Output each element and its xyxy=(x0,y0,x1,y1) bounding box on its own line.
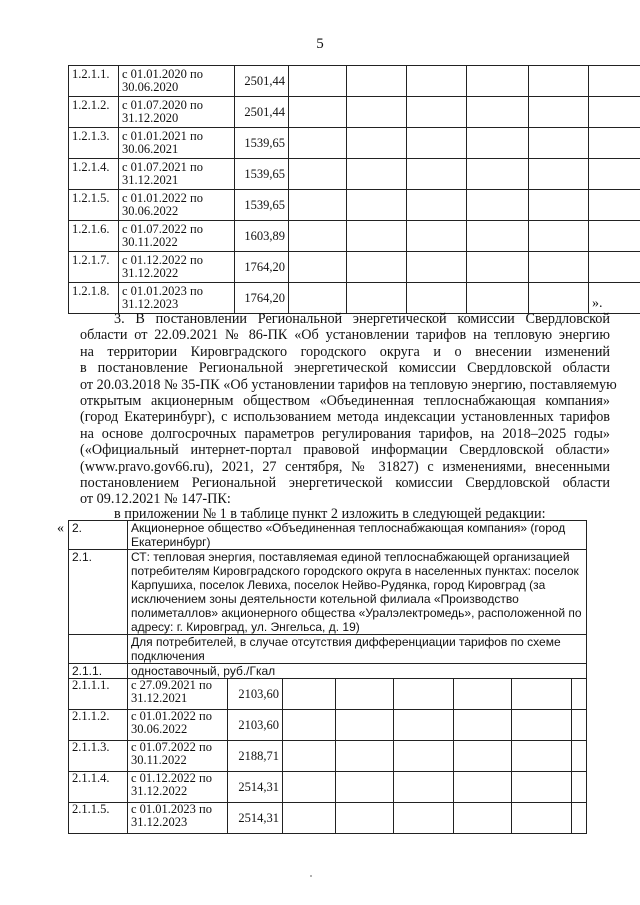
row-period: с 01.07.2022 по 30.11.2022 xyxy=(119,221,235,252)
row-period: с 01.01.2022 по 30.06.2022 xyxy=(119,190,235,221)
paragraph-line: на территории Кировградского городского округа и о внесении изменений xyxy=(80,343,610,360)
empty-cell xyxy=(347,252,407,283)
row-value: 1539,65 xyxy=(235,159,289,190)
empty-cell xyxy=(289,283,347,314)
empty-cell xyxy=(467,159,529,190)
table-row xyxy=(69,283,640,314)
row-period: с 01.01.2023 по 31.12.2023 xyxy=(119,283,235,314)
table-row xyxy=(69,741,587,772)
empty-cell xyxy=(529,128,589,159)
empty-cell xyxy=(572,772,587,803)
empty-cell xyxy=(589,221,640,252)
empty-cell xyxy=(467,221,529,252)
table-row xyxy=(69,221,640,252)
empty-cell xyxy=(572,803,587,834)
empty-cell xyxy=(336,803,394,834)
empty-cell xyxy=(529,252,589,283)
paragraph-line: в постановление Региональной энергетической комиссии Свердловской области xyxy=(80,360,610,377)
table-row xyxy=(69,803,587,834)
empty-cell xyxy=(394,710,454,741)
table-row xyxy=(69,679,587,710)
empty-cell xyxy=(467,252,529,283)
empty-cell xyxy=(394,679,454,710)
row-value: 1539,65 xyxy=(235,128,289,159)
empty-cell xyxy=(336,741,394,772)
empty-cell xyxy=(589,252,640,283)
row-value: 2514,31 xyxy=(228,772,283,803)
empty-cell xyxy=(336,679,394,710)
row-number: 1.2.1.6. xyxy=(69,221,119,252)
tariff-table-continued xyxy=(68,65,640,314)
st-description: СТ: тепловая энергия, поставляемая единой теплоснабжающей организацией потребителям Кировградского городского округа в населенных пунктах: поселок Карпушиха, поселок Левиха, поселок Нейво-Рудянка, город Кировград (за исключением зоны деятельности котельной филиала «Производство полиметаллов» акционерного общества «Уралэлектромедь», расположенной по адресу: г. Кировград, ул. Энгельса, д. 19) xyxy=(128,550,587,635)
empty-cell xyxy=(407,221,467,252)
empty-cell xyxy=(347,66,407,97)
table-row xyxy=(69,772,587,803)
row-value: 2188,71 xyxy=(228,741,283,772)
paragraph-line: (город Екатеринбург), с использованием метода индексации установленных тарифов xyxy=(80,409,610,426)
empty-cell xyxy=(347,159,407,190)
empty-cell xyxy=(347,97,407,128)
empty-cell xyxy=(589,97,640,128)
empty-cell xyxy=(529,283,589,314)
empty-cell xyxy=(336,710,394,741)
row-period: с 01.07.2020 по 31.12.2020 xyxy=(119,97,235,128)
table-row xyxy=(69,97,640,128)
empty-cell xyxy=(289,252,347,283)
empty-cell xyxy=(512,741,572,772)
empty-cell xyxy=(407,252,467,283)
table-row xyxy=(69,159,640,190)
empty-cell xyxy=(512,679,572,710)
row-number: 1.2.1.2. xyxy=(69,97,119,128)
empty-cell xyxy=(69,635,128,664)
row-period: с 01.07.2022 по 30.11.2022 xyxy=(128,741,228,772)
row-number: 2.1.1.2. xyxy=(69,710,128,741)
empty-cell xyxy=(289,128,347,159)
empty-cell xyxy=(289,221,347,252)
row-number: 1.2.1.7. xyxy=(69,252,119,283)
paragraph-line: («Официальный интернет-портал правовой информации Свердловской области» xyxy=(80,442,610,459)
row-number: 1.2.1.1. xyxy=(69,66,119,97)
empty-cell xyxy=(529,221,589,252)
empty-cell xyxy=(572,679,587,710)
one-rate-label: одноставочный, руб./Гкал xyxy=(128,664,587,679)
empty-cell xyxy=(454,772,512,803)
table-row xyxy=(69,252,640,283)
empty-cell xyxy=(589,66,640,97)
subpoint-text: в приложении № 1 в таблице пункт 2 изложить в следующей редакции: xyxy=(114,506,546,522)
empty-cell xyxy=(512,803,572,834)
row-period: с 01.07.2021 по 31.12.2021 xyxy=(119,159,235,190)
empty-cell xyxy=(454,679,512,710)
empty-cell xyxy=(529,97,589,128)
row-number: 1.2.1.8. xyxy=(69,283,119,314)
empty-cell xyxy=(407,97,467,128)
empty-cell xyxy=(289,97,347,128)
row-value: 2103,60 xyxy=(228,679,283,710)
empty-cell xyxy=(283,772,336,803)
empty-cell xyxy=(572,741,587,772)
one-rate-number: 2.1.1. xyxy=(69,664,128,679)
row-period: с 01.12.2022 по 31.12.2022 xyxy=(119,252,235,283)
row-number: 1.2.1.5. xyxy=(69,190,119,221)
row-value: 2514,31 xyxy=(228,803,283,834)
org-number: 2. xyxy=(69,521,128,550)
table-row xyxy=(69,190,640,221)
empty-cell xyxy=(572,710,587,741)
paragraph-line: области от 22.09.2021 № 86-ПК «Об установлении тарифов на тепловую энергию xyxy=(80,327,610,344)
empty-cell xyxy=(512,710,572,741)
table-row xyxy=(69,710,587,741)
empty-cell xyxy=(407,190,467,221)
empty-cell xyxy=(347,190,407,221)
table-row xyxy=(69,66,640,97)
tariff-table-new xyxy=(68,520,587,834)
empty-cell xyxy=(454,803,512,834)
row-number: 1.2.1.4. xyxy=(69,159,119,190)
empty-cell xyxy=(529,66,589,97)
scan-speck xyxy=(310,875,312,877)
empty-cell xyxy=(394,772,454,803)
empty-cell xyxy=(467,128,529,159)
paragraph-line: (www.pravo.gov66.ru), 2021, 27 сентября, № 31827) с изменениями, внесенными xyxy=(80,458,610,475)
paragraph-line: на основе долгосрочных параметров регулирования тарифов, на 2018–2025 годы» xyxy=(80,425,610,442)
row-period: с 01.12.2022 по 31.12.2022 xyxy=(128,772,228,803)
consumer-note: Для потребителей, в случае отсутствия дифференциации тарифов по схеме подключения xyxy=(128,635,587,664)
empty-cell xyxy=(289,190,347,221)
table-row xyxy=(69,128,640,159)
row-value: 1603,89 xyxy=(235,221,289,252)
empty-cell xyxy=(529,190,589,221)
row-period: с 01.01.2022 по 30.06.2022 xyxy=(128,710,228,741)
row-value: 1539,65 xyxy=(235,190,289,221)
empty-cell xyxy=(589,190,640,221)
row-value: 2103,60 xyxy=(228,710,283,741)
empty-cell xyxy=(347,221,407,252)
row-number: 1.2.1.3. xyxy=(69,128,119,159)
empty-cell xyxy=(589,128,640,159)
empty-cell xyxy=(289,66,347,97)
empty-cell xyxy=(289,159,347,190)
paragraph-line: 3. В постановлении Региональной энергетической комиссии Свердловской xyxy=(114,311,610,327)
row-period: с 01.01.2023 по 31.12.2023 xyxy=(128,803,228,834)
empty-cell xyxy=(454,710,512,741)
row-period: с 27.09.2021 по 31.12.2021 xyxy=(128,679,228,710)
row-number: 2.1.1.1. xyxy=(69,679,128,710)
row-value: 2501,44 xyxy=(235,66,289,97)
empty-cell xyxy=(407,128,467,159)
row-number: 2.1.1.5. xyxy=(69,803,128,834)
empty-cell xyxy=(394,741,454,772)
row-period: с 01.01.2020 по 30.06.2020 xyxy=(119,66,235,97)
empty-cell xyxy=(529,159,589,190)
empty-cell xyxy=(407,66,467,97)
empty-cell xyxy=(512,772,572,803)
row-period: с 01.01.2021 по 30.06.2021 xyxy=(119,128,235,159)
empty-cell xyxy=(283,803,336,834)
empty-cell xyxy=(347,283,407,314)
row-value: 1764,20 xyxy=(235,252,289,283)
empty-cell xyxy=(454,741,512,772)
paragraph-line: открытым акционерным обществом «Объединенная теплоснабжающая компания» xyxy=(80,393,610,410)
paragraph-3 xyxy=(80,311,617,508)
empty-cell xyxy=(283,710,336,741)
empty-cell xyxy=(283,741,336,772)
row-number: 2.1.1.3. xyxy=(69,741,128,772)
empty-cell xyxy=(336,772,394,803)
empty-cell xyxy=(407,159,467,190)
paragraph-line: постановлением Региональной энергетической комиссии Свердловской области xyxy=(80,475,610,492)
empty-cell xyxy=(589,159,640,190)
empty-cell xyxy=(467,283,529,314)
st-number: 2.1. xyxy=(69,550,128,635)
empty-cell xyxy=(467,97,529,128)
row-value: 2501,44 xyxy=(235,97,289,128)
paragraph-line: от 09.12.2021 № 147-ПК: xyxy=(80,491,231,508)
opening-quote: « xyxy=(57,521,64,536)
page-number: 5 xyxy=(316,36,324,52)
row-number: 2.1.1.4. xyxy=(69,772,128,803)
empty-cell xyxy=(407,283,467,314)
closing-quote: ». xyxy=(592,296,603,311)
empty-cell xyxy=(394,803,454,834)
empty-cell xyxy=(347,128,407,159)
paragraph-line: от 20.03.2018 № 35-ПК «Об установлении тарифов на тепловую энергию, поставляемую xyxy=(80,376,617,393)
org-name: Акционерное общество «Объединенная теплоснабжающая компания» (город Екатеринбург) xyxy=(128,521,587,550)
empty-cell xyxy=(283,679,336,710)
empty-cell xyxy=(467,190,529,221)
empty-cell xyxy=(467,66,529,97)
row-value: 1764,20 xyxy=(235,283,289,314)
